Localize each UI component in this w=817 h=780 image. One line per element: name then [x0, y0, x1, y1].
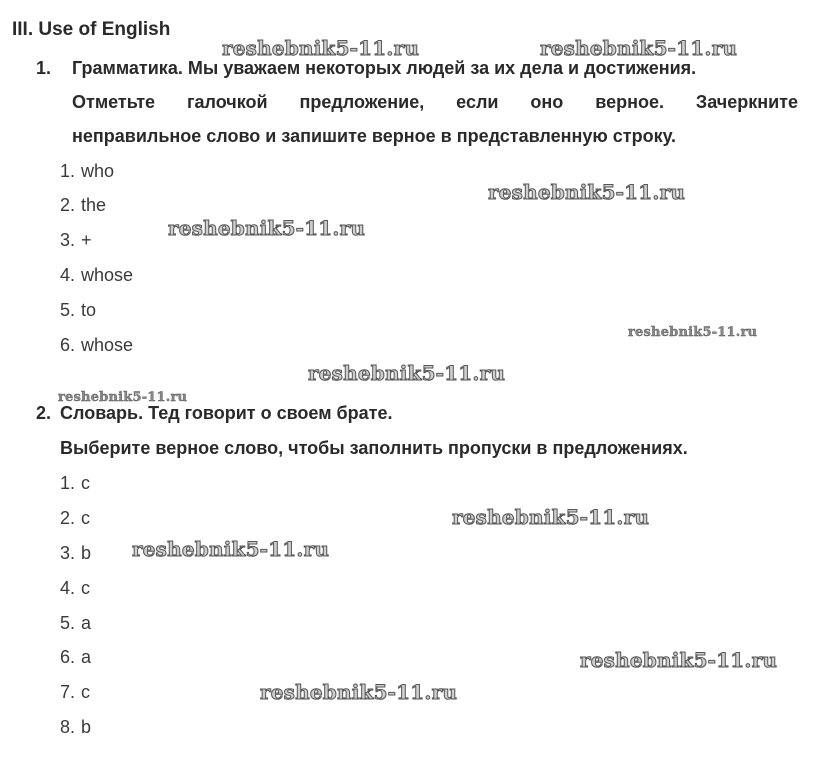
watermark: reshebnik5-11.ru — [488, 180, 686, 204]
task1-instruction-line1: Отметьте галочкой предложение, если оно верное. Зачеркните — [72, 92, 798, 112]
task2-answer-8: 8. b — [60, 717, 92, 737]
task2-instruction: Выберите верное слово, чтобы заполнить пропуски в предложениях. — [60, 438, 688, 458]
watermark: reshebnik5-11.ru — [308, 361, 506, 385]
watermark: reshebnik5-11.ru — [540, 36, 738, 60]
task2-answer-1: 1. c — [60, 473, 91, 493]
task1-answer-3: 3. + — [60, 230, 92, 250]
task1-answer-6: 6. whose — [60, 335, 134, 355]
task1-answer-2: 2. the — [60, 195, 107, 215]
task2-number: 2. — [36, 403, 52, 423]
task2-answer-6: 6. a — [60, 647, 92, 667]
task1-number: 1. — [36, 58, 52, 78]
task1-answer-4: 4. whose — [60, 265, 134, 285]
task2-answer-2: 2. c — [60, 508, 91, 528]
watermark: reshebnik5-11.ru — [580, 648, 778, 672]
watermark: reshebnik5-11.ru — [58, 390, 188, 405]
watermark: reshebnik5-11.ru — [260, 680, 458, 704]
section-title: III. Use of English — [12, 19, 171, 40]
task1-answer-1: 1. who — [60, 161, 115, 181]
task2-heading: Словарь. Тед говорит о своем брате. — [60, 403, 393, 423]
task2-answer-5: 5. a — [60, 613, 92, 633]
watermark: reshebnik5-11.ru — [132, 537, 330, 561]
task2-answer-4: 4. c — [60, 578, 91, 598]
task2-answer-7: 7. c — [60, 682, 91, 702]
task1-answer-5: 5. to — [60, 300, 97, 320]
watermark: reshebnik5-11.ru — [628, 325, 758, 340]
watermark: reshebnik5-11.ru — [168, 216, 366, 240]
task2-answer-3: 3. b — [60, 543, 92, 563]
watermark: reshebnik5-11.ru — [222, 36, 420, 60]
watermark: reshebnik5-11.ru — [452, 505, 650, 529]
task1-instruction-line2: неправильное слово и запишите верное в представленную строку. — [72, 126, 677, 146]
task1-heading: Грамматика. Мы уважаем некоторых людей за их дела и достижения. — [72, 58, 697, 78]
